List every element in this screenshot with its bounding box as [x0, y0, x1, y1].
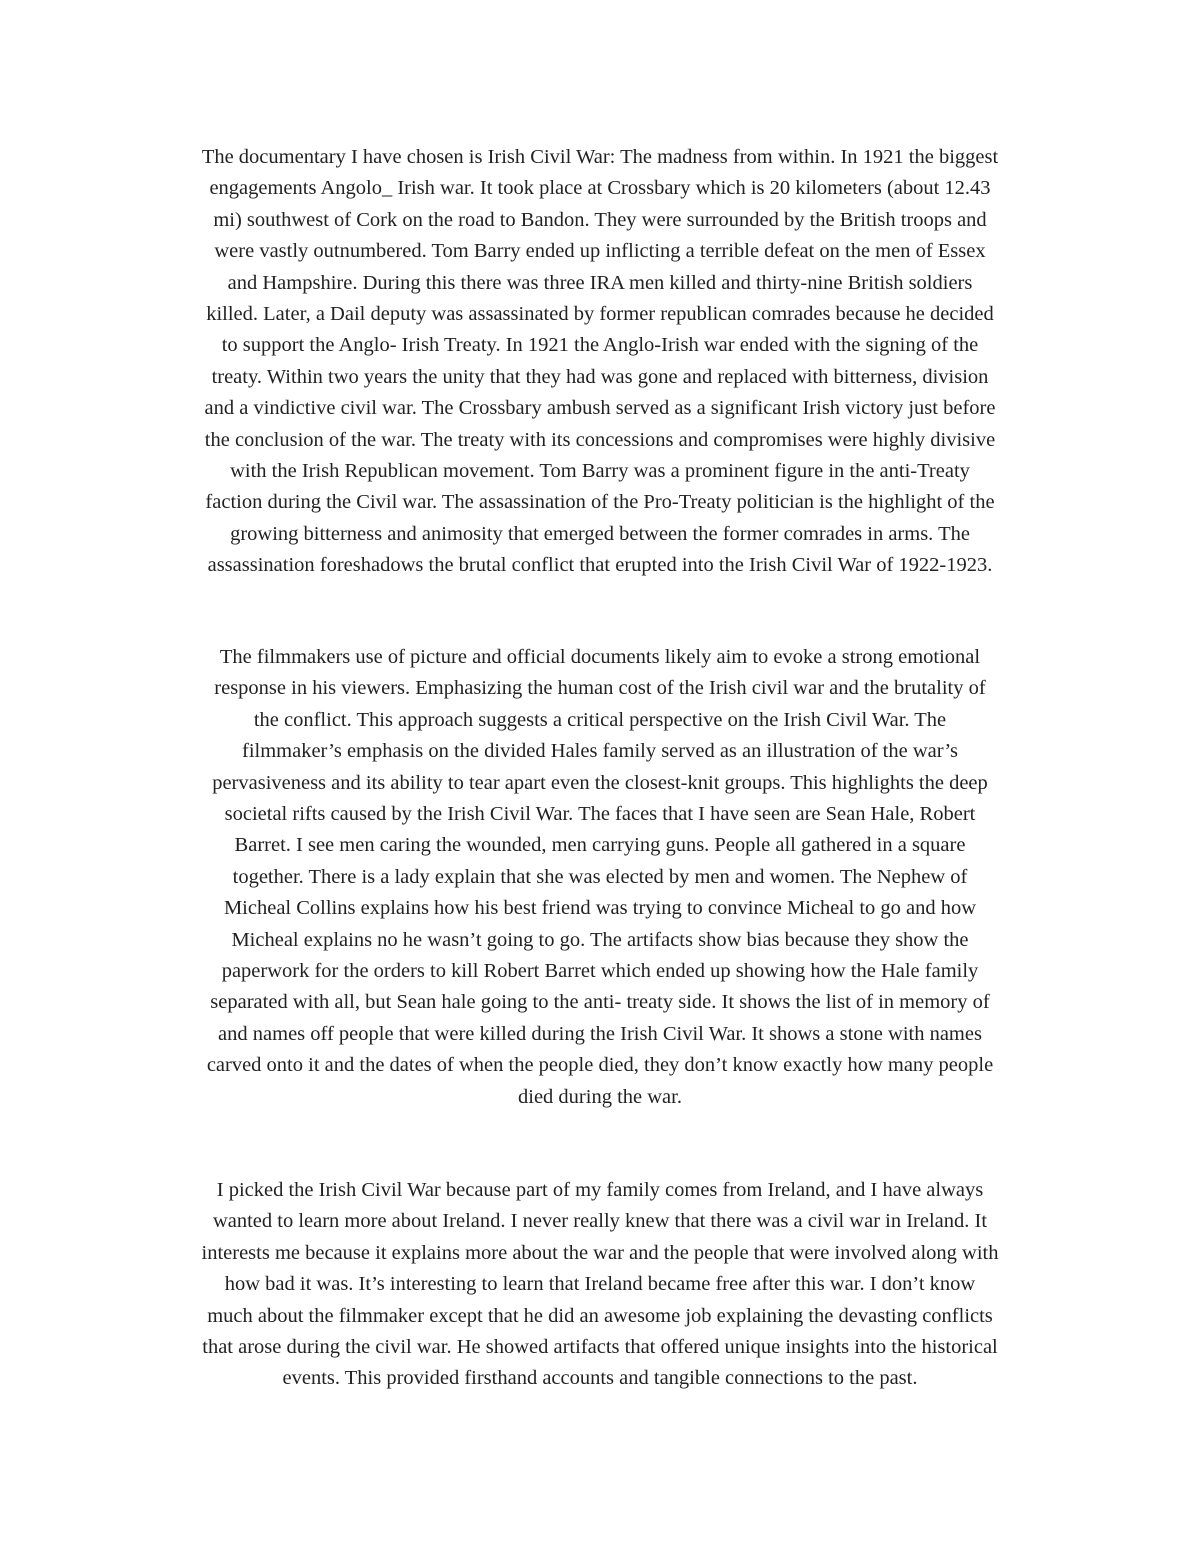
- text-line: killed. Later, a Dail deputy was assassinated by former republican comrades because he decided: [206, 303, 994, 326]
- text-line: were vastly outnumbered. Tom Barry ended up inflicting a terrible defeat on the men of Essex: [214, 240, 986, 263]
- text-line: The documentary I have chosen is Irish Civil War: The madness from within. In 1921 the biggest: [201, 146, 999, 168]
- text-line: The filmmakers use of picture and official documents likely aim to evoke a strong emotional: [219, 646, 981, 668]
- text-line: response in his viewers. Emphasizing the human cost of the Irish civil war and the brutality of: [214, 677, 986, 700]
- text-line: wanted to learn more about Ireland. I never really knew that there was a civil war in Ireland. It: [212, 1210, 988, 1233]
- text-line: and Hampshire. During this there was three IRA men killed and thirty-nine British soldiers: [227, 271, 973, 294]
- text-line: societal rifts caused by the Irish Civil War. The faces that I have seen are Sean Hale, Robert: [224, 803, 976, 826]
- text-line: growing bitterness and animosity that emerged between the former comrades in arms. The: [230, 522, 970, 545]
- text-line: separated with all, but Sean hale going to the anti- treaty side. It shows the list of in memory of: [210, 991, 990, 1014]
- text-line: and names off people that were killed during the Irish Civil War. It shows a stone with names: [218, 1022, 982, 1045]
- text-line: together. There is a lady explain that she was elected by men and women. The Nephew of: [232, 865, 968, 888]
- text-line: I picked the Irish Civil War because part of my family comes from Ireland, and I have always: [216, 1179, 984, 1201]
- text-line: that arose during the civil war. He showed artifacts that offered unique insights into the historical: [202, 1336, 998, 1359]
- paragraph-filmmaker-analysis: [130, 642, 1070, 1113]
- text-line: pervasiveness and its ability to tear apart even the closest-knit groups. This highlights the deep: [212, 771, 988, 794]
- text-line: to support the Anglo- Irish Treaty. In 1921 the Anglo-Irish war ended with the signing of the: [221, 334, 979, 357]
- text-line: the conclusion of the war. The treaty with its concessions and compromises were highly divisive: [204, 428, 996, 451]
- paragraph-documentary-summary: [130, 142, 1070, 582]
- text-line: carved onto it and the dates of when the people died, they don’t know exactly how many people: [206, 1054, 994, 1077]
- paragraph-personal-reflection: [130, 1175, 1070, 1395]
- text-line: assassination foreshadows the brutal conflict that erupted into the Irish Civil War of 1922-1923.: [207, 554, 993, 577]
- text-line: paperwork for the orders to kill Robert Barret which ended up showing how the Hale family: [221, 960, 979, 983]
- text-line: mi) southwest of Cork on the road to Bandon. They were surrounded by the British troops and: [213, 208, 987, 231]
- text-line: interests me because it explains more about the war and the people that were involved along with: [201, 1241, 999, 1264]
- text-line: engagements Angolo_ Irish war. It took place at Crossbary which is 20 kilometers (about 12.43: [209, 177, 991, 200]
- text-line: faction during the Civil war. The assassination of the Pro-Treaty politician is the highlight of the: [205, 491, 995, 514]
- text-line: died during the war.: [518, 1085, 682, 1108]
- text-line: treaty. Within two years the unity that they had was gone and replaced with bitterness, division: [211, 365, 989, 388]
- text-line: Micheal Collins explains how his best friend was trying to convince Micheal to go and how: [223, 897, 977, 920]
- text-line: much about the filmmaker except that he did an awesome job explaining the devasting conflicts: [207, 1304, 993, 1327]
- text-line: filmmaker’s emphasis on the divided Hales family served as an illustration of the war’s: [242, 740, 958, 763]
- text-line: Micheal explains no he wasn’t going to go. The artifacts show bias because they show the: [231, 928, 969, 951]
- text-line: and a vindictive civil war. The Crossbary ambush served as a significant Irish victory just before: [204, 397, 996, 420]
- text-line: Barret. I see men caring the wounded, men carrying guns. People all gathered in a square: [234, 834, 966, 857]
- text-line: how bad it was. It’s interesting to learn that Ireland became free after this war. I don’t know: [224, 1273, 976, 1296]
- text-line: the conflict. This approach suggests a critical perspective on the Irish Civil War. The: [253, 708, 947, 731]
- text-line: with the Irish Republican movement. Tom Barry was a prominent figure in the anti-Treaty: [230, 460, 970, 483]
- text-line: events. This provided firsthand accounts and tangible connections to the past.: [282, 1367, 918, 1390]
